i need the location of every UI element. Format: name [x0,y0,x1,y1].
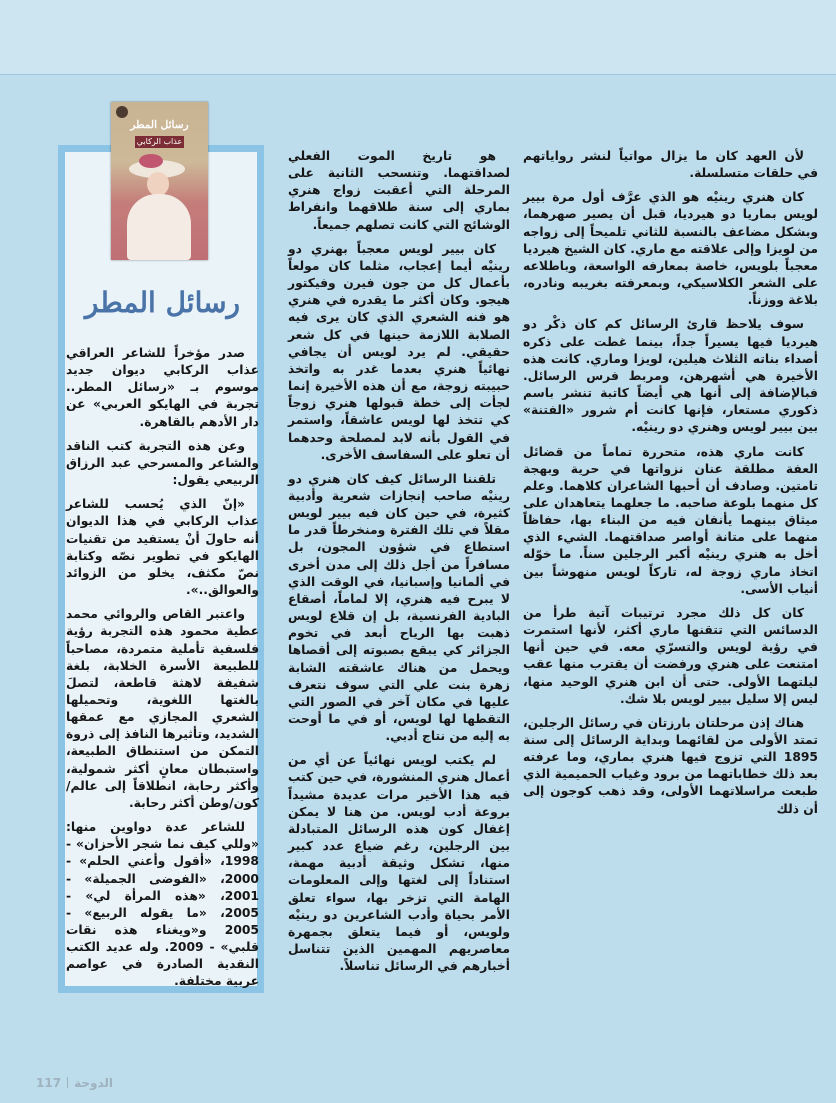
book-cover-image [111,102,208,260]
sidebar-title: رسائل المطر [84,286,241,319]
publisher-logo-icon [116,106,128,118]
paragraph: كان كل ذلك مجرد ترتيبات آتية طرأ من الدسائس التي تتقنها ماري أكثر، لأنها استمرت في رؤية لويس والتسرّي معه. في حين أنها امتنعت على هنري ورفضت أن يقترب منها عقب ليلتهما الأولى. حتى أن ابن هنري الوحيد منها، ليس إلا سليل بيير لويس بلا شك. [523,605,818,706]
footer-divider [67,1077,68,1088]
paragraph: واعتبر القاص والروائي محمد عطية محمود هذه التجربة رؤية فلسفية تأملية متمردة، مصاحباً للطبيعة الأسرة الخلابة، بلغة شفيفة لاهثة قاطعة، لتصلَ بالغتها اللغوية، وتحميلها الشعري المجازي مع عمقها الشديد، وتأثيرها النافذ إلى ذروة التمكن من استنطاق الطبيعة، واستبطان معانٍ أكثر شمولية، وأكثر رحابة، انطلاقاً إلى عالم/ كون/وطن أكثر رحابة. [66,607,259,810]
page-number: 117 [36,1076,62,1090]
paragraph: «إنّ الذي يُحسب للشاعر عذاب الركابي في هذا الديوان أنه حاولَ أنْ يستفيد من تقنيات الهايكو في تطوير نصّه وكتابة نصّ مكثف، يخلو من الزوائد والعوالق..». [66,497,259,598]
paragraph: كانت ماري هذه، متحررة تماماً من قضائل العفة مطلقة عنان نزواتها في حرية وبهجة تامتين. وصادف أن أحبها الشاعران كلاهما. وعلم كل منهما بلوعة صاحبه. ما جعلهما يتعاهدان على ميثاق بينهما يأنفان فيه من البناء بها، حفاظاً منهما على متانة أواصر صداقتهما. الشيء الذي أخل به هنري رينيْه أكبر الرجلين سناً. ما خوّله اتخاذ ماري زوجة له، تاركاً لويس منهوشاً بين أنياب الأسى. [523,444,818,596]
cover-author: عذاب الركابي [136,137,183,146]
header-rule [0,74,836,75]
paragraph: تلقننا الرسائل كيف كان هنري دو رينيْه صاحب إنجازات شعرية وأدبية كثيرة، في حين كان فيه بيير لويس مقلاً في تلك الفترة ومنخرطاً قدر ما استطاع في شؤون المجون، بل مسافراً من أجل ذلك إلى مدن أخرى في ألمانيا وإسبانيا، في الوقت الذي لا يبرح فيه هنري، إلا لماماً، أصقاع البادية الفرنسية، بل إن قلاع لويس ذهبت بها الرياح أبعد في تخوم الجزائر كي يبقع بصبوته إلى أقصاها ويحمل من هناك عاشقته الشابة زهرة بنت علي التي سوف نتعرف عليها في مكان آخر في الصور التي التقطها لها لويس، أو في ما أوحت به إليه من نتاج أدبي. [288,471,510,744]
paragraph: سوف يلاحظ قارئ الرسائل كم كان ذكْر دو هيرديا فيها يسيراً جداً، بينما غطت على ذكره أصداء بناته الثلاث هيلين، لويزا وماري. كانت هذه الأخيرة هي أشهرهن، ومربط فرس الرسائل. فبالإضافة إلى أنها هي أيضاً كاتبة تنشر باسم ذكوري مستعار، فإنها كانت أم شرور «الفتنة» بين بيير لويس وهنري دو رينيْه. [523,317,818,435]
paragraph: صدر مؤخراً للشاعر العراقي عذاب الركابي ديوان جديد موسوم بـ «رسائل المطر.. تجربة في الهايكو العربي» عن دار الأدهم بالقاهرة. [66,346,259,429]
paragraph: لأن العهد كان ما يزال مواتياً لنشر رواياتهم في حلقات متسلسلة. [523,149,818,181]
cover-dress-shape [127,194,191,260]
header-band [0,0,836,74]
article-column-middle [288,148,510,982]
cover-title: رسائل المطر [130,119,189,131]
magazine-name: الدوحة [74,1076,113,1090]
cover-face-shape [147,172,169,196]
paragraph: كان هنري رينيْه هو الذي عرَّف أول مرة بيير لويس بماريا دو هيرديا، قبل أن يصير صهرهما، وبشكل مضاعف بالنسبة للثاني تلميحاً إلى زواجه من لويزا وإلى علاقته مع ماري. كان الشيخ هيرديا معجباً بلويس، خاصة بمعارفه الواسعة، وباطلاعه على الشعر الكلاسيكي، وبمعرفته بغريبه ونادره، بلاغة ووزناً. [523,190,818,308]
paragraph: وعن هذه التجربة كتب الناقد والشاعر والمسرحي عبد الرزاق الربيعي يقول: [66,438,259,488]
paragraph: هناك إذن مرحلتان بارزتان في رسائل الرجلين، تمتد الأولى من لقائهما وبداية الرسائل إلى سنة 1895 التي تزوج فيها هنري بماري، وما عرفته بعد ذلك خطاباتهما من برود وغياب الحميمية الذي طبعت مراسلاتهما الأولى، وقد ذهب كوجون إلى أن ذلك [523,715,818,816]
paragraph: هو تاريخ الموت الفعلي لصداقتهما. وتنسحب الثانية على المرحلة التي أعقبت زواج هنري بماري إلى سنة طلاقهما وانفراط الوشائج التي كانت تصلهم جميعاً. [288,149,510,232]
paragraph: كان بيير لويس معجباً بهنري دو رينيْه أيما إعجاب، مثلما كان مولعاً بأعمال كل من جون فيرن وفيكتور هيجو. وكان أكثر ما يقدره في هنري هو فنه الشعري الذي كان يرى فيه الصلابة اللازمة حينها في كل شعر حقيقي. لم يرد لويس أن يجافي نهائياً هنري بعدما غدر به واتخذ حبيبته زوجة، مع أن هذه الأخيرة إنما لجأت إلى خطة قبولها هنري زوجاً كي تتخذ لها لويس عاشقاً، واستمر في القول بأنه لابد لمصلحة وحدهما أن تعلو على السفاسف الأخرى. [288,241,510,462]
paragraph: للشاعر عدة دواوين منها: «وللي كيف نما شجر الأحزان» - 1998، «أقول وأعني الحلم» - 2000، «الفوضى الجميلة» - 2001، «هذه المرأة لي» - 2005، «ما يقوله الربيع» - 2005 و«ويغناء هذه نقات قلبي» - 2009. وله عديد الكتب النقدية الصادرة في عواصم عربية مختلفة. [66,820,259,989]
sidebar-text [66,345,259,998]
paragraph: لم يكتب لويس نهائياً عن أي من أعمال هنري المنشورة، في حين كتب فيه هذا الأخير مرات عديدة مشيداً بروعة أدب لويس. من هنا لا يمكن إغفال كون هذه الرسائل المتبادلة بين الرجلين، رغم ضياع عدد كبير منها، تشكل وثيقة أدبية مهمة، استناداً إلى لغتها وإلى المعلومات الهامة التي تزخر بها، سواء تعلق الأمر بحياة وأدب الشاعرين دو رينيْه ولويس، أو فيما يتعلق بجمهرة معاصريهم المهمين الذين تتناسل أخبارهم في الرسائل تناسلاً. [288,753,510,974]
article-column-right [523,148,818,825]
page-footer [36,1076,113,1090]
cover-flower-shape [139,154,163,168]
